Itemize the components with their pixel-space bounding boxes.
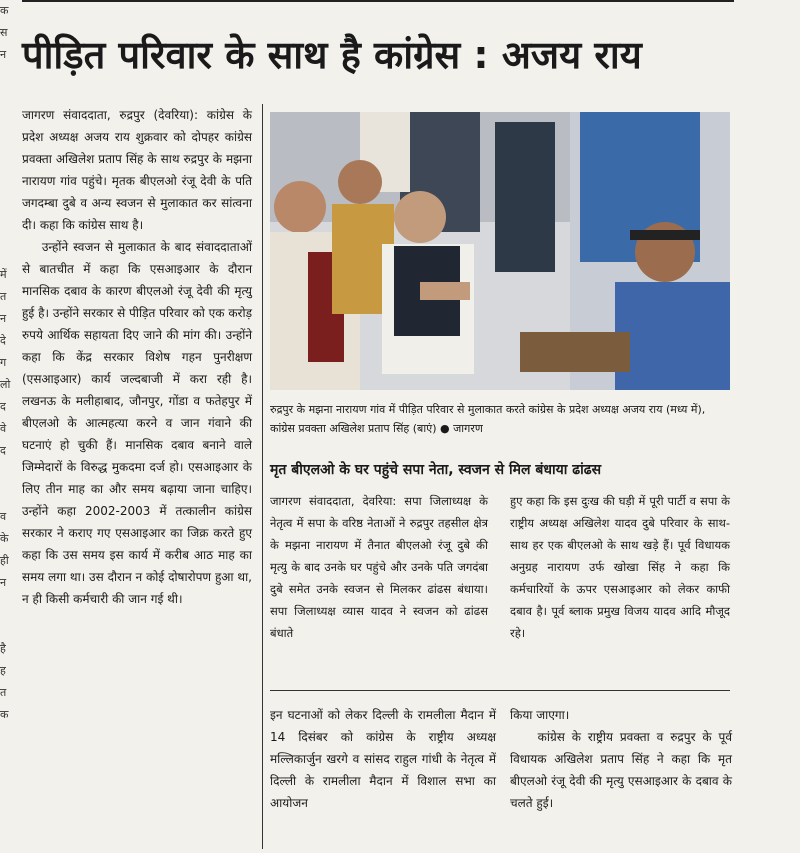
story2-column1: जागरण संवाददाता, देवरिया: सपा जिलाध्यक्ष के नेतृत्व में सपा के वरिष्ठ नेताओं ने रुद्रपुर तहसील क्षेत्र के मझना नारायण में तैनात बीएलओ रंजू दुबे की मृत्यु के बाद उनके घर पहुंचे और उनके पति जगदंबा दुबे समेत उनके स्वजन से मिलकर ढांढस बंधाया। सपा जिलाध्यक्ष व्यास यादव ने स्वजन को ढांढस बंधाते	[270, 494, 492, 640]
left-fragment: है	[0, 642, 6, 655]
left-fragment	[0, 132, 14, 154]
left-fragment: ह	[0, 664, 6, 677]
left-fragment	[0, 726, 14, 748]
left-column-fragment	[0, 0, 14, 853]
left-fragment: दे	[0, 334, 6, 347]
left-fragment: में	[0, 268, 7, 281]
left-fragment	[0, 462, 14, 484]
left-fragment: के	[0, 532, 9, 545]
left-fragment: द	[0, 400, 6, 413]
left-fragment	[0, 154, 14, 176]
story2-column2: हुए कहा कि इस दुःख की घड़ी में पूरी पार्टी व सपा के राष्ट्रीय अध्यक्ष अखिलेश यादव दुबे परिवार के साथ-साथ हर एक बीएलओ के साथ खड़े हैं। पूर्व विधायक अनुग्रह नारायण उर्फ खोखा सिंह ने कहा कि कर्मचारियों के ऊपर एसआइआर को लेकर काफी दबाव है। पूर्व ब्लाक प्रमुख विजय यादव आदि मौजूद रहे।	[510, 494, 734, 640]
left-fragment	[0, 616, 14, 638]
left-fragment: क	[0, 708, 9, 721]
left-fragment: त	[0, 686, 7, 699]
story1-column1: जागरण संवाददाता, रुद्रपुर (देवरिया): कांग्रेस के प्रदेश अध्यक्ष अजय राय शुक्रवार को दोपहर कांग्रेस प्रवक्ता अखिलेश प्रताप सिंह के साथ रुद्रपुर के मझना नारायण गांव पहुंचे। मृतक बीएलओ रंजू देवी के पति जगदम्बा दुबे व अन्य स्वजन से मुलाकात कर सांत्वना दी। कहा कि कांग्रेस साथ है। उन्होंने स्वजन से मुलाकात के बाद संवाददाताओं से बातचीत में कहा कि एसआइआर के दौरान मानसिक दबाव के कारण बीएलओ रंजू देवी की मृत्यु हुई है। उन्होंने सरकार से पीड़ित परिवार को एक करोड़ रुपये आर्थिक सहायता दिए जाने की मांग की। उन्होंने कहा कि केंद्र सरकार विशेष गहन पुनरीक्षण (एसआइआर) कार्य जल्दबाजी में करा रही है। लखनऊ के मलीहाबाद, जौनपुर, गोंडा व फतेहपुर में बीएलओ के आत्महत्या करने व जान गंवाने की घटनाएं हो चुकी हैं। मानसिक दबाव बनाने वाले जिम्मेदारों के विरुद्ध मुकदमा दर्ज हो। एसआइआर के लिए तीन माह का और समय बढ़ाया जाना चाहिए। उन्होंने कहा 2002-2003 में तत्कालीन कांग्रेस सरकार ने कराए गए एसआइआर का जिक्र करते हुए कहा कि उस समय इस कार्य में करीब आठ माह का समय लगा था। उस दौरान न कोई दोषारोपण हुआ था, न ही किसी कर्मचारी की जान गई थी।	[22, 108, 253, 606]
left-fragment	[0, 176, 14, 198]
top-rule	[22, 0, 734, 2]
left-fragment	[0, 66, 14, 88]
page-headline: पीड़ित परिवार के साथ है कांग्रेस : अजय राय	[22, 33, 642, 77]
photo-caption: रुद्रपुर के मझना नारायण गांव में पीड़ित परिवार से मुलाकात करते कांग्रेस के प्रदेश अध्यक्ष अजय राय (मध्य में), कांग्रेस प्रवक्ता अखिलेश प्रताप सिंह (बाएं) ● जागरण	[270, 403, 709, 435]
left-fragment: द	[0, 444, 6, 457]
left-fragment	[0, 88, 14, 110]
left-fragment: त	[0, 290, 7, 303]
left-fragment	[0, 110, 14, 132]
left-fragment	[0, 770, 14, 792]
left-fragment	[0, 792, 14, 814]
left-fragment: क	[0, 4, 9, 17]
left-fragment	[0, 748, 14, 770]
left-fragment	[0, 484, 14, 506]
left-fragment: न	[0, 48, 7, 61]
story2-headline: मृत बीएलओ के घर पहुंचे सपा नेता, स्वजन से मिल बंधाया ढांढस	[270, 462, 602, 478]
left-fragment: लो	[0, 378, 11, 391]
left-fragment: व	[0, 510, 7, 523]
left-fragment: ग	[0, 356, 7, 369]
story1-column3: किया जाएगा। कांग्रेस के राष्ट्रीय प्रवक्ता व रुद्रपुर के पूर्व विधायक अखिलेश प्रताप सिंह ने कहा कि मृत बीएलओ रंजू देवी की मृत्यु एसआइआर के दबाव के चलते हुई।	[510, 708, 732, 810]
column-divider	[262, 104, 263, 849]
left-fragment: वे	[0, 422, 7, 435]
left-fragment	[0, 242, 14, 264]
news-photo-illustration	[270, 112, 730, 390]
section-rule	[270, 690, 730, 691]
story1-column2: इन घटनाओं को लेकर दिल्ली के रामलीला मैदान में 14 दिसंबर को कांग्रेस के राष्ट्रीय अध्यक्ष मल्लिकार्जुन खरगे व सांसद राहुल गांधी के नेतृत्व में दिल्ली के रामलीला मैदान में विशाल सभा का आयोजन	[270, 708, 500, 810]
left-fragment	[0, 814, 14, 836]
left-fragment: न	[0, 312, 7, 325]
left-fragment	[0, 198, 14, 220]
left-fragment: ही	[0, 554, 9, 567]
news-photo	[270, 112, 730, 390]
left-fragment	[0, 220, 14, 242]
left-fragment: स	[0, 26, 8, 39]
left-fragment	[0, 594, 14, 616]
left-fragment: न	[0, 576, 7, 589]
